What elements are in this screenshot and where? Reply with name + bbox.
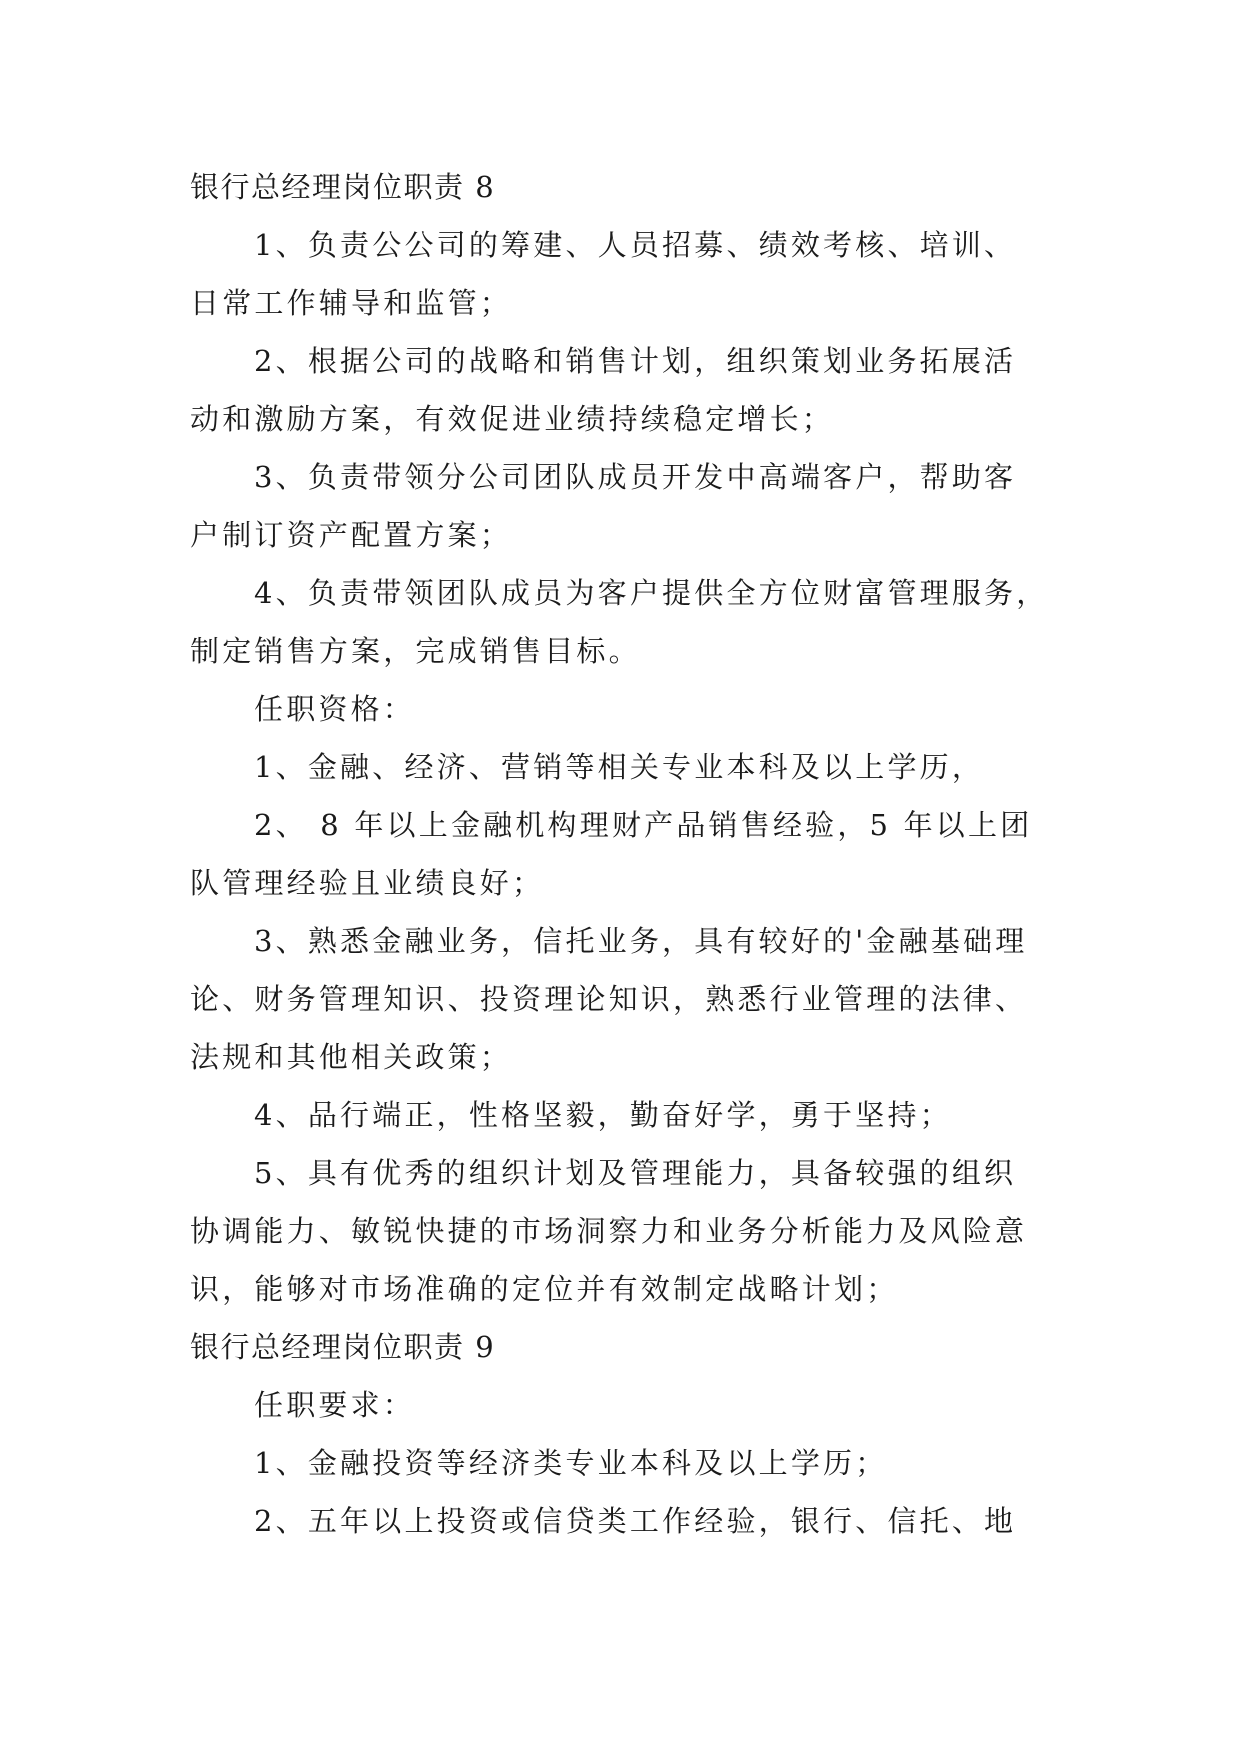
section-heading-9: 银行总经理岗位职责 9	[190, 1330, 496, 1364]
duty-item-1-cont: 日常工作辅导和监管；	[190, 286, 513, 320]
qualification-item-2-cont: 队管理经验且业绩良好；	[190, 866, 545, 900]
duty-item-4: 4、负责带领团队成员为客户提供全方位财富管理服务，	[254, 576, 1049, 610]
qualification-item-3-cont-1: 论、财务管理知识、投资理论知识，熟悉行业管理的法律、	[190, 982, 1028, 1016]
qualification-item-1: 1、金融、经济、营销等相关专业本科及以上学历，	[254, 750, 985, 784]
duty-item-2: 2、根据公司的战略和销售计划，组织策划业务拓展活	[254, 344, 1017, 378]
duty-item-2-cont: 动和激励方案，有效促进业绩持续稳定增长；	[190, 402, 835, 436]
qualification-item-5-cont-1: 协调能力、敏锐快捷的市场洞察力和业务分析能力及风险意	[190, 1214, 1028, 1248]
duty-item-3: 3、负责带领分公司团队成员开发中高端客户，帮助客	[254, 460, 1017, 494]
qualification-item-3-cont-2: 法规和其他相关政策；	[190, 1040, 513, 1074]
duty-item-1: 1、负责公公司的筹建、人员招募、绩效考核、培训、	[254, 228, 1017, 262]
qualification-item-4: 4、品行端正，性格坚毅，勤奋好学，勇于坚持；	[254, 1098, 952, 1132]
duty-item-4-cont: 制定销售方案，完成销售目标。	[190, 634, 641, 668]
qualifications-label: 任职资格：	[254, 692, 416, 726]
requirement-item-1: 1、金融投资等经济类专业本科及以上学历；	[254, 1446, 888, 1480]
requirement-item-2: 2、五年以上投资或信贷类工作经验，银行、信托、地	[254, 1504, 1017, 1538]
section-heading-8: 银行总经理岗位职责 8	[190, 170, 496, 204]
document-body	[190, 158, 1060, 1550]
requirements-label: 任职要求：	[254, 1388, 416, 1422]
qualification-item-5: 5、具有优秀的组织计划及管理能力，具备较强的组织	[254, 1156, 1017, 1190]
qualification-item-3: 3、熟悉金融业务，信托业务，具有较好的'金融基础理	[254, 924, 1028, 958]
qualification-item-5-cont-2: 识，能够对市场准确的定位并有效制定战略计划；	[190, 1272, 899, 1306]
duty-item-3-cont: 户制订资产配置方案；	[190, 518, 513, 552]
qualification-item-2: 2、 8 年以上金融机构理财产品销售经验，5 年以上团	[254, 808, 1033, 842]
